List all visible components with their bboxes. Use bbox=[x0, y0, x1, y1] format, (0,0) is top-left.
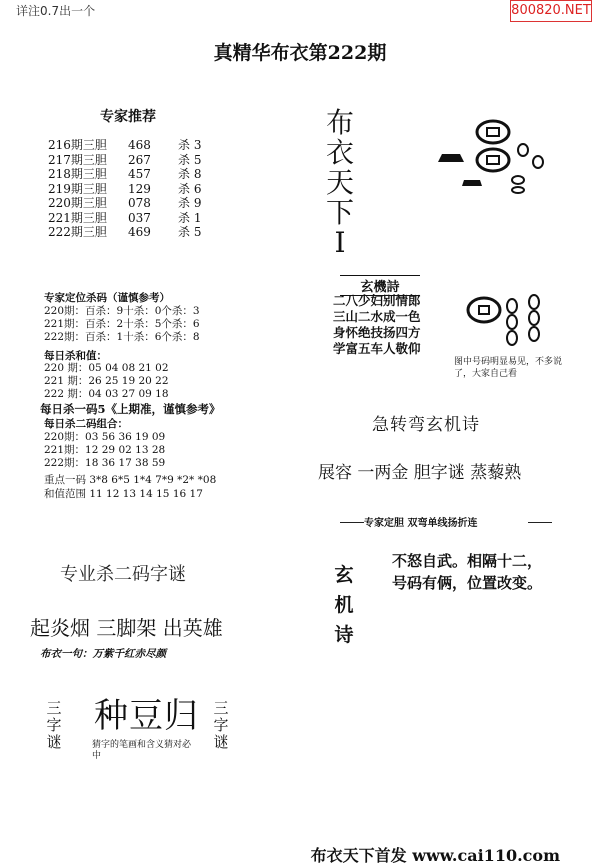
calligraphy: 种豆归 bbox=[94, 696, 199, 736]
list-item: 220期：百杀：9十杀：0个杀：3 bbox=[44, 305, 200, 317]
sum-range: 和值范围 11 12 13 14 15 16 17 bbox=[44, 488, 203, 500]
xuanji-line: 展容 一两金 胆字谜 蒸藜熟 bbox=[318, 463, 522, 483]
list-item: 220 期：05 04 08 21 02 bbox=[44, 362, 169, 374]
top-note: 详注0.7出一个 bbox=[16, 4, 96, 18]
footer: 布衣天下首发 www.cai110.com bbox=[310, 846, 560, 865]
list-item: 221期：12 29 02 13 28 bbox=[44, 444, 166, 456]
list-item: 三山二水成一色 bbox=[333, 309, 421, 324]
page-title: 真精华布衣第222期 bbox=[213, 42, 387, 64]
image-caption: 图中号码明显易见，不多说了，大家自己看 bbox=[454, 357, 563, 379]
list-item: 221期：百杀：2十杀：5个杀：6 bbox=[44, 318, 200, 330]
three-word-b: 三字谜 bbox=[213, 699, 229, 751]
list-item: 号码有俩，位置改变。 bbox=[392, 574, 543, 592]
table-row: 220期三胆 078 杀 9 bbox=[48, 196, 202, 210]
table-row: 216期三胆 468 杀 3 bbox=[48, 138, 202, 152]
table-row: 221期三胆 037 杀 1 bbox=[48, 210, 202, 225]
three-word-a: 三字谜 bbox=[46, 699, 62, 751]
expert-table bbox=[48, 138, 218, 240]
calligraphy-caption: 猜字的笔画和含义猜对必中 bbox=[92, 740, 192, 761]
one-code-heading: 每日杀一码5《上期准，谨慎参考》 bbox=[40, 402, 221, 416]
one-code-sub: 每日杀二码组合： bbox=[44, 418, 128, 430]
one-sentence: 布衣一句：万紫千红赤尽颜 bbox=[40, 648, 166, 660]
list-item: 身怀绝技扬四方 bbox=[333, 325, 421, 340]
list-item: 222期：18 36 17 38 59 bbox=[44, 457, 166, 469]
list-item: 221 期：26 25 19 20 22 bbox=[44, 375, 169, 387]
vertical-poem-title: 玄机诗 bbox=[334, 564, 354, 646]
coin-string-illustration bbox=[462, 288, 552, 350]
list-item: 学富五车人敬仰 bbox=[333, 341, 421, 356]
position-heading: 专家定位杀码（谨慎参考） bbox=[44, 292, 170, 304]
list-item: 不怒自武。相隔十二， bbox=[392, 552, 543, 570]
table-row: 219期三胆 129 杀 6 bbox=[48, 181, 202, 196]
divider bbox=[528, 522, 552, 523]
site-badge[interactable]: 800820.NET bbox=[510, 0, 592, 22]
poem-title: 玄機詩 bbox=[340, 275, 420, 296]
position-list bbox=[44, 305, 200, 344]
list-item: 222 期：04 03 27 09 18 bbox=[44, 388, 169, 400]
poem2-list bbox=[392, 550, 542, 594]
focus-code: 重点一码 3*8 6*5 1*4 7*9 *2* *08 bbox=[44, 474, 217, 486]
table-row: 222期三胆 469 杀 5 bbox=[48, 225, 202, 239]
expert-banner: 专家定胆 双弯单线扬折连 bbox=[364, 518, 478, 529]
list-item: 二八少妇别情郎 bbox=[333, 293, 421, 308]
sum-kill-heading: 每日杀和值： bbox=[44, 350, 107, 362]
riddle-big-line: 起炎烟 三脚架 出英雄 bbox=[30, 616, 223, 640]
table-row: 217期三胆 267 杀 5 bbox=[48, 152, 202, 167]
xuanji-heading: 急转弯玄机诗 bbox=[372, 415, 480, 435]
riddle-heading: 专业杀二码字谜 bbox=[60, 564, 186, 585]
one-code-list bbox=[44, 431, 165, 470]
expert-heading: 专家推荐 bbox=[100, 109, 156, 125]
list-item: 222期：百杀：1十杀：6个杀：8 bbox=[44, 331, 200, 343]
coins-illustration bbox=[438, 112, 556, 194]
vertical-title: 布衣天下I bbox=[325, 106, 354, 259]
poem-list bbox=[333, 293, 421, 357]
sum-kill-list bbox=[44, 362, 169, 401]
table-row: 218期三胆 457 杀 8 bbox=[48, 167, 202, 181]
divider bbox=[340, 522, 364, 523]
list-item: 220期：03 56 36 19 09 bbox=[44, 431, 166, 443]
